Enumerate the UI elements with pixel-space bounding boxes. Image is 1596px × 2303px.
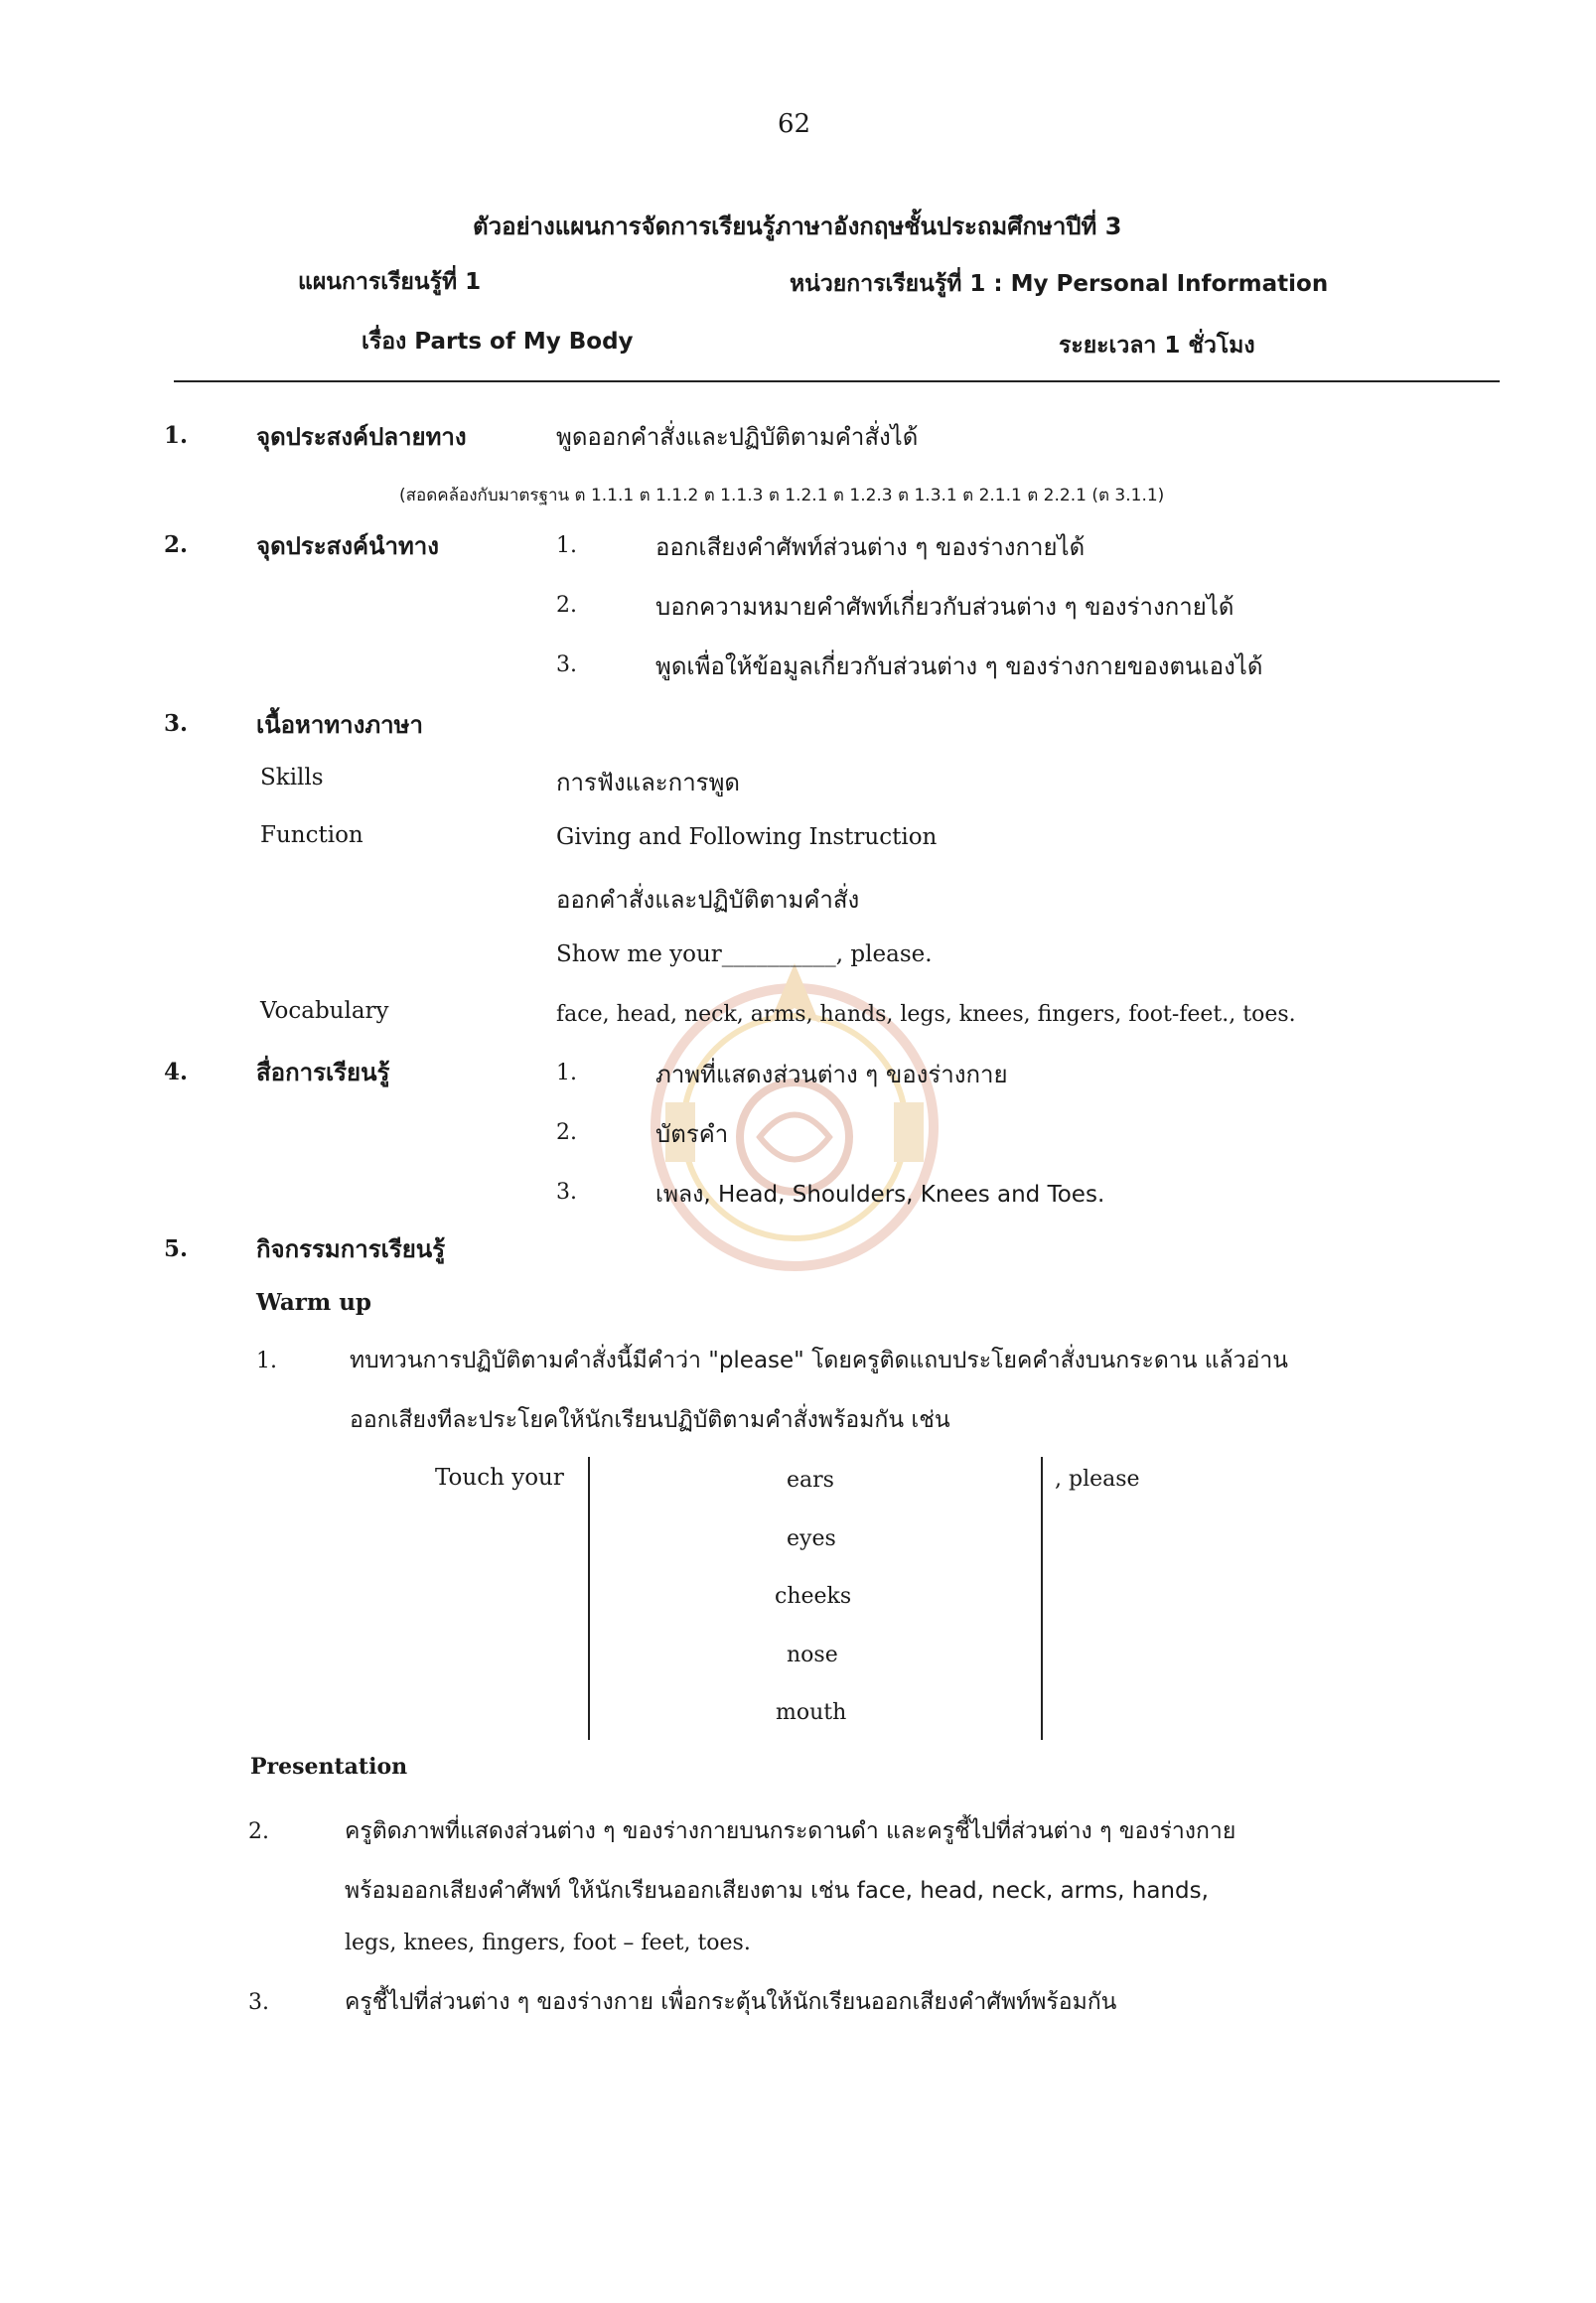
presentation-heading: Presentation (250, 1754, 408, 1780)
plan-number: แผนการเรียนรู้ที่ 1 (298, 269, 482, 295)
presentation-step-2-line-1: ครูติดภาพที่แสดงส่วนต่าง ๆ ของร่างกายบนกระดานดำ และครูชี้ไปที่ส่วนต่าง ๆ ของร่างกาย (345, 1818, 1236, 1844)
presentation-step-2-line-3: legs, knees, fingers, foot – feet, toes. (345, 1931, 751, 1955)
presentation-step-3-line-1: ครูชี้ไปที่ส่วนต่าง ๆ ของร่างกาย เพื่อกระตุ้นให้นักเรียนออกเสียงคำศัพท์พร้อมกัน (345, 1989, 1117, 2015)
duration: ระยะเวลา 1 ชั่วโมง (1059, 333, 1255, 359)
skills-value: การฟังและการพูด (556, 769, 740, 796)
section-4-number: 4. (164, 1059, 189, 1085)
material-1-number: 1. (556, 1061, 577, 1085)
section-4-label: สื่อการเรียนรู้ (256, 1059, 390, 1086)
section-2-number: 2. (164, 531, 189, 558)
example-table-divider-left (588, 1457, 590, 1740)
section-1-text: พูดออกคำสั่งและปฏิบัติตามคำสั่งได้ (556, 423, 919, 451)
warmup-step-1-line-1: ทบทวนการปฏิบัติตามคำสั่งนี้มีคำว่า "please" โดยครูติดแถบประโยคคำสั่งบนกระดาน แล้วอ่าน (350, 1348, 1289, 1373)
function-example: Show me your__________, please. (556, 941, 933, 967)
material-2-text: บัตรคำ (655, 1120, 729, 1148)
example-word-eyes: eyes (787, 1526, 836, 1551)
presentation-step-2-number: 2. (248, 1819, 269, 1844)
warmup-step-1-number: 1. (256, 1349, 277, 1373)
page-number: 62 (778, 109, 811, 139)
vocabulary-list: face, head, neck, arms, hands, legs, knees, fingers, foot-feet., toes. (556, 1002, 1296, 1027)
objective-2-number: 2. (556, 593, 577, 618)
document-title: ตัวอย่างแผนการจัดการเรียนรู้ภาษาอังกฤษชั้นประถมศึกษาปีที่ 3 (473, 213, 1122, 240)
warmup-step-1-line-2: ออกเสียงทีละประโยคให้นักเรียนปฏิบัติตามคำสั่งพร้อมกัน เช่น (350, 1407, 950, 1433)
unit-title: หน่วยการเรียนรู้ที่ 1 : My Personal Information (790, 271, 1329, 297)
example-word-cheeks: cheeks (775, 1584, 852, 1609)
presentation-step-3-number: 3. (248, 1990, 269, 2015)
example-table-left: Touch your (435, 1465, 564, 1491)
function-thai: ออกคำสั่งและปฏิบัติตามคำสั่ง (556, 886, 860, 914)
function-label: Function (260, 822, 363, 848)
objective-3-text: พูดเพื่อให้ข้อมูลเกี่ยวกับส่วนต่าง ๆ ของร่างกายของตนเองได้ (655, 652, 1263, 680)
section-3-number: 3. (164, 710, 189, 737)
example-table-divider-right (1041, 1457, 1043, 1740)
example-word-mouth: mouth (776, 1700, 847, 1725)
function-english: Giving and Following Instruction (556, 824, 938, 850)
objective-1-text: ออกเสียงคำศัพท์ส่วนต่าง ๆ ของร่างกายได้ (655, 533, 1086, 561)
example-table-right: , please (1055, 1467, 1140, 1492)
section-1-label: จุดประสงค์ปลายทาง (256, 423, 467, 451)
topic-title: เรื่อง Parts of My Body (362, 329, 634, 355)
presentation-step-2-line-2: พร้อมออกเสียงคำศัพท์ ให้นักเรียนออกเสียงตาม เช่น face, head, neck, arms, hands, (345, 1878, 1209, 1904)
material-3-text: เพลง, Head, Shoulders, Knees and Toes. (655, 1182, 1105, 1208)
material-1-text: ภาพที่แสดงส่วนต่าง ๆ ของร่างกาย (655, 1061, 1008, 1088)
warmup-heading: Warm up (256, 1289, 371, 1316)
material-2-number: 2. (556, 1120, 577, 1145)
skills-label: Skills (260, 765, 324, 791)
objective-3-number: 3. (556, 652, 577, 677)
objective-1-number: 1. (556, 533, 577, 558)
section-1-standards: (สอดคล้องกับมาตรฐาน ต 1.1.1 ต 1.1.2 ต 1.1.3 ต 1.2.1 ต 1.2.3 ต 1.3.1 ต 2.1.1 ต 2.2.1 (ต 3.1.1) (399, 486, 1165, 505)
example-word-ears: ears (787, 1468, 834, 1493)
header-divider (174, 380, 1500, 382)
example-word-nose: nose (787, 1643, 838, 1667)
vocabulary-label: Vocabulary (260, 998, 389, 1024)
section-5-number: 5. (164, 1235, 189, 1262)
section-3-label: เนื้อหาทางภาษา (256, 711, 423, 739)
objective-2-text: บอกความหมายคำศัพท์เกี่ยวกับส่วนต่าง ๆ ของร่างกายได้ (655, 593, 1234, 621)
section-2-label: จุดประสงค์นำทาง (256, 532, 439, 560)
section-1-number: 1. (164, 422, 189, 449)
material-3-number: 3. (556, 1180, 577, 1205)
section-5-label: กิจกรรมการเรียนรู้ (256, 1235, 446, 1263)
